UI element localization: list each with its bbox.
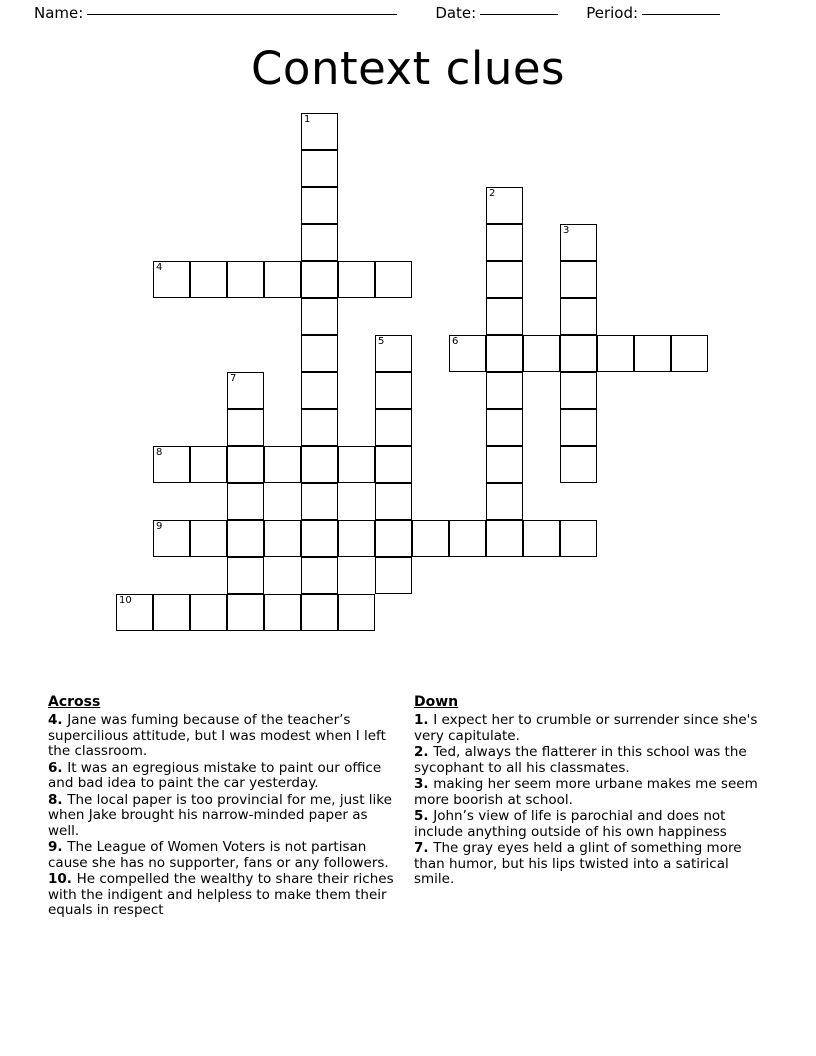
down-clue-number: 5.	[414, 808, 434, 824]
grid-cell-number: 5	[378, 336, 385, 347]
grid-cell[interactable]	[227, 594, 264, 631]
grid-cell[interactable]	[153, 446, 190, 483]
down-clue-text: I expect her to crumble or surrender since she's very capitulate.	[414, 712, 758, 744]
grid-cell[interactable]	[264, 520, 301, 557]
grid-cell[interactable]	[227, 520, 264, 557]
grid-cell[interactable]	[486, 298, 523, 335]
grid-cell[interactable]	[264, 261, 301, 298]
grid-cell[interactable]	[338, 261, 375, 298]
grid-cell-number: 1	[304, 114, 311, 125]
grid-cell-number: 10	[119, 595, 132, 606]
grid-cell[interactable]	[560, 520, 597, 557]
grid-cell[interactable]	[486, 187, 523, 224]
across-clue-number: 9.	[48, 839, 68, 855]
grid-cell[interactable]	[227, 446, 264, 483]
across-clue-text: The local paper is too provincial for me, just like when Jake brought his narrow-minded paper as well.	[48, 791, 392, 839]
grid-cell[interactable]	[264, 594, 301, 631]
across-clue-text: It was an egregious mistake to paint our office and bad idea to paint the car yesterday.	[48, 759, 382, 791]
across-clue-item	[48, 793, 398, 840]
grid-cell[interactable]	[227, 409, 264, 446]
grid-cell[interactable]	[486, 335, 523, 372]
grid-cell[interactable]	[301, 298, 338, 335]
across-clue-number: 6.	[48, 759, 68, 776]
grid-cell[interactable]	[375, 372, 412, 409]
grid-cell[interactable]	[523, 520, 560, 557]
grid-cell-number: 2	[489, 188, 496, 199]
grid-cell[interactable]	[375, 261, 412, 298]
across-clue-number: 8.	[48, 791, 68, 808]
grid-cell[interactable]	[227, 261, 264, 298]
down-clue-number: 7.	[414, 840, 434, 856]
grid-cell[interactable]	[486, 446, 523, 483]
grid-cell[interactable]	[634, 335, 671, 372]
grid-cell[interactable]	[486, 483, 523, 520]
down-clue-list	[414, 713, 759, 888]
grid-cell[interactable]	[560, 409, 597, 446]
grid-cell[interactable]	[375, 446, 412, 483]
date-input-line[interactable]	[480, 14, 558, 15]
period-label: Period:	[586, 4, 639, 22]
grid-cell[interactable]	[486, 224, 523, 261]
grid-cell[interactable]	[153, 594, 190, 631]
down-clue-number: 3.	[414, 776, 434, 792]
grid-cell[interactable]	[227, 483, 264, 520]
across-clue-text: Jane was fuming because of the teacher’s supercilious attitude, but I was modest when I left the classroom.	[48, 712, 386, 759]
grid-cell[interactable]	[301, 224, 338, 261]
down-clue-number: 2.	[414, 744, 434, 760]
grid-cell-number: 6	[452, 336, 459, 347]
grid-cell[interactable]	[671, 335, 708, 372]
down-heading: Down	[414, 694, 459, 710]
grid-cell[interactable]	[264, 446, 301, 483]
across-clue-number: 4.	[48, 712, 68, 728]
grid-cell[interactable]	[375, 409, 412, 446]
grid-cell-number: 8	[156, 447, 163, 458]
down-clue-item	[414, 841, 759, 888]
date-label: Date:	[435, 4, 477, 22]
grid-cell[interactable]	[301, 150, 338, 187]
name-input-line[interactable]	[87, 14, 397, 15]
across-clue-list	[48, 713, 398, 919]
grid-cell[interactable]	[375, 483, 412, 520]
grid-cell[interactable]	[190, 446, 227, 483]
grid-cell[interactable]	[486, 261, 523, 298]
grid-cell[interactable]	[412, 520, 449, 557]
grid-cell[interactable]	[153, 520, 190, 557]
grid-cell[interactable]	[375, 335, 412, 372]
grid-cell-number: 7	[230, 373, 237, 384]
down-clue-text: Ted, always the flatterer in this school was the sycophant to all his classmates.	[414, 744, 747, 776]
across-clue-item	[48, 761, 398, 792]
grid-cell[interactable]	[338, 520, 375, 557]
grid-cell[interactable]	[301, 520, 338, 557]
grid-cell[interactable]	[486, 520, 523, 557]
grid-cell[interactable]	[375, 520, 412, 557]
grid-cell[interactable]	[301, 372, 338, 409]
grid-cell[interactable]	[560, 446, 597, 483]
grid-cell[interactable]	[190, 520, 227, 557]
across-clue-item	[48, 872, 398, 919]
period-input-line[interactable]	[642, 14, 720, 15]
grid-cell[interactable]	[560, 298, 597, 335]
down-clue-number: 1.	[414, 712, 434, 728]
down-clue-item	[414, 809, 759, 840]
across-clues-column	[48, 694, 398, 920]
grid-cell-number: 4	[156, 262, 163, 273]
grid-cell[interactable]	[190, 594, 227, 631]
grid-cell[interactable]	[486, 409, 523, 446]
across-clue-item	[48, 713, 398, 760]
grid-cell[interactable]	[375, 557, 412, 594]
grid-cell[interactable]	[116, 594, 153, 631]
grid-cell[interactable]	[227, 557, 264, 594]
grid-cell[interactable]	[597, 335, 634, 372]
grid-cell[interactable]	[338, 594, 375, 631]
grid-cell[interactable]	[560, 224, 597, 261]
grid-cell[interactable]	[449, 520, 486, 557]
grid-cell[interactable]	[301, 261, 338, 298]
across-clue-text: The League of Women Voters is not partisan cause she has no supporter, fans or any followers.	[48, 839, 389, 871]
grid-cell[interactable]	[301, 335, 338, 372]
grid-cell[interactable]	[338, 446, 375, 483]
down-clues-column	[414, 694, 759, 889]
grid-cell[interactable]	[523, 335, 560, 372]
crossword-grid	[0, 113, 816, 658]
grid-cell[interactable]	[301, 187, 338, 224]
down-clue-text: making her seem more urbane makes me seem more boorish at school.	[414, 776, 758, 808]
across-clue-number: 10.	[48, 871, 77, 887]
grid-cell[interactable]	[301, 557, 338, 594]
worksheet-header	[0, 0, 816, 22]
grid-cell[interactable]	[560, 261, 597, 298]
down-clue-item	[414, 777, 759, 808]
grid-cell[interactable]	[486, 372, 523, 409]
down-clue-item	[414, 713, 759, 744]
grid-cell[interactable]	[449, 335, 486, 372]
grid-cell[interactable]	[301, 409, 338, 446]
grid-cell-number: 9	[156, 521, 163, 532]
grid-cell-number: 3	[563, 225, 570, 236]
grid-cell[interactable]	[190, 261, 227, 298]
across-heading: Across	[48, 694, 101, 710]
grid-cell[interactable]	[153, 261, 190, 298]
across-clue-item	[48, 840, 398, 871]
down-clue-item	[414, 745, 759, 776]
clues-section	[0, 694, 816, 920]
down-clue-text: John’s view of life is parochial and does not include anything outside of his own happiness	[414, 808, 727, 840]
grid-cell[interactable]	[301, 483, 338, 520]
page-title: Context clues	[251, 42, 565, 95]
grid-cell[interactable]	[560, 335, 597, 372]
grid-cell[interactable]	[301, 446, 338, 483]
grid-cell[interactable]	[301, 113, 338, 150]
grid-cell[interactable]	[560, 372, 597, 409]
across-clue-text: He compelled the wealthy to share their riches with the indigent and helpless to make them their equals in respect	[48, 871, 394, 918]
name-label: Name:	[34, 4, 84, 22]
grid-cell[interactable]	[227, 372, 264, 409]
grid-cell[interactable]	[301, 594, 338, 631]
down-clue-text: The gray eyes held a glint of something more than humor, but his lips twisted into a satirical smile.	[414, 840, 742, 887]
